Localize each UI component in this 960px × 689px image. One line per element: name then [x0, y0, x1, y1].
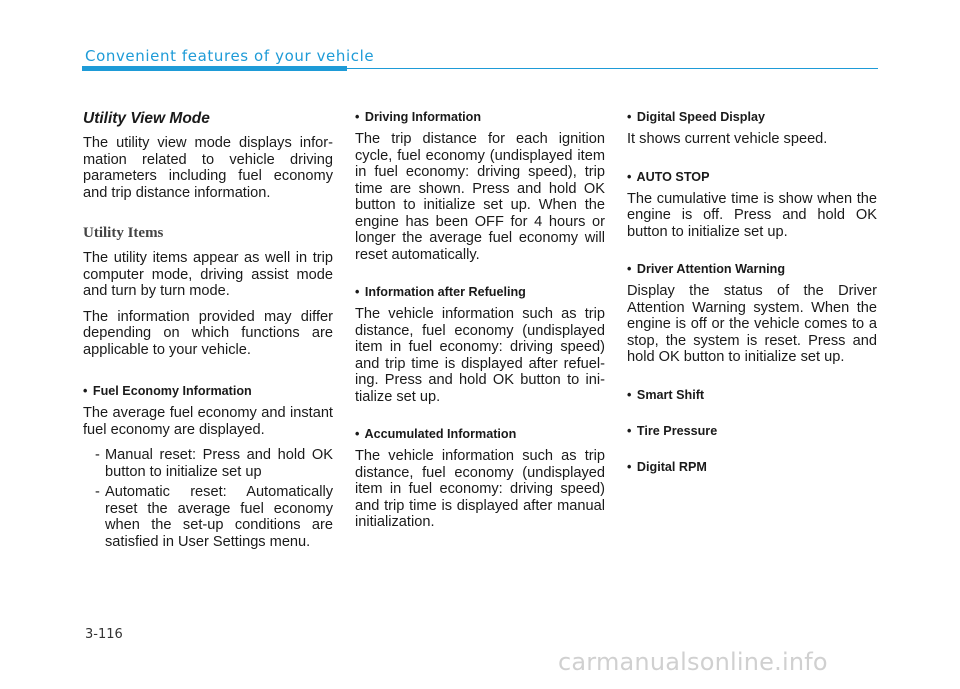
column-1 — [83, 110, 333, 554]
utility-view-mode-heading: Utility View Mode — [83, 110, 210, 127]
bullet-mark: • — [627, 459, 632, 474]
driving-information-text: The trip distance for each ignition cycle, fuel economy (undisplayed item in fuel economy: driving speed), trip time are shown. Press and hold OK button to initialize set up. When the engine has been OFF for 4 hours or longer the average fuel economy will reset automatically. — [355, 131, 605, 263]
bullet-mark: • — [627, 262, 632, 276]
digital-speed-display-heading: • Digital Speed Display — [627, 110, 765, 124]
fuel-economy-automatic-reset: - Automatic reset: Automatically reset the average fuel economy when the set-up conditions are satisfied in User Settings menu. — [95, 484, 333, 550]
bullet-mark: • — [355, 427, 360, 441]
driver-attention-warning-text: Display the status of the Driver Attention Warning system. When the engine is off or the vehicle comes to a stop, the system is reset. Press and hold OK button to initialize set up. — [627, 283, 877, 365]
digital-rpm-heading: • Digital RPM — [627, 459, 707, 474]
driver-attention-warning-heading: • Driver Attention Warning — [627, 262, 786, 276]
column-3 — [627, 110, 877, 481]
bullet-mark: • — [83, 384, 88, 398]
dash-mark: - — [95, 447, 100, 463]
bullet-mark: • — [627, 423, 632, 438]
accumulated-information-heading: • Accumulated Information — [355, 427, 517, 441]
tire-pressure-heading: • Tire Pressure — [627, 423, 718, 438]
utility-items-heading: Utility Items — [83, 225, 164, 241]
column-2 — [355, 110, 605, 540]
driving-information-heading: • Driving Information — [355, 110, 482, 124]
fuel-economy-text: The average fuel economy and instant fuel economy are displayed. — [83, 405, 333, 438]
bullet-mark: • — [355, 110, 360, 124]
bullet-mark: • — [355, 285, 360, 299]
information-after-refueling-text: The vehicle information such as trip distance, fuel economy (undisplayed item in fuel economy: driving speed) and trip time is displayed after refueling. Press and hold OK button to initialize set up. — [355, 306, 605, 405]
section-title-bar — [82, 66, 347, 71]
bullet-mark: • — [627, 110, 632, 124]
bullet-mark: • — [627, 387, 632, 402]
auto-stop-heading: • AUTO STOP — [627, 169, 710, 184]
fuel-economy-heading: • Fuel Economy Information — [83, 384, 252, 398]
section-title: Convenient features of your vehicle — [85, 47, 375, 65]
utility-items-text-1: The utility items appear as well in trip computer mode, driving assist mode and turn by turn mode. — [83, 250, 333, 299]
smart-shift-heading: • Smart Shift — [627, 387, 705, 402]
page-number: 3-116 — [85, 627, 123, 642]
section-divider — [347, 68, 878, 69]
fuel-economy-manual-reset: - Manual reset: Press and hold OK button to initialize set up — [95, 447, 333, 480]
utility-items-text-2: The information provided may differ depending on which functions are applicable to your vehicle. — [83, 308, 333, 358]
auto-stop-text: The cumulative time is show when the engine is off. Press and hold OK button to initialize set up. — [627, 190, 877, 240]
digital-speed-display-text: It shows current vehicle speed. — [627, 131, 828, 147]
dash-mark: - — [95, 484, 100, 500]
utility-view-mode-text: The utility view mode displays information related to vehicle driving parameters including fuel economy and trip distance information. — [83, 135, 333, 201]
accumulated-information-text: The vehicle information such as trip distance, fuel economy (undisplayed item in fuel economy: driving speed) and trip time is displayed after manual initialization. — [355, 448, 605, 530]
bullet-mark: • — [627, 169, 632, 184]
information-after-refueling-heading: • Information after Refueling — [355, 285, 526, 299]
watermark: carmanualsonline.info — [558, 648, 828, 676]
